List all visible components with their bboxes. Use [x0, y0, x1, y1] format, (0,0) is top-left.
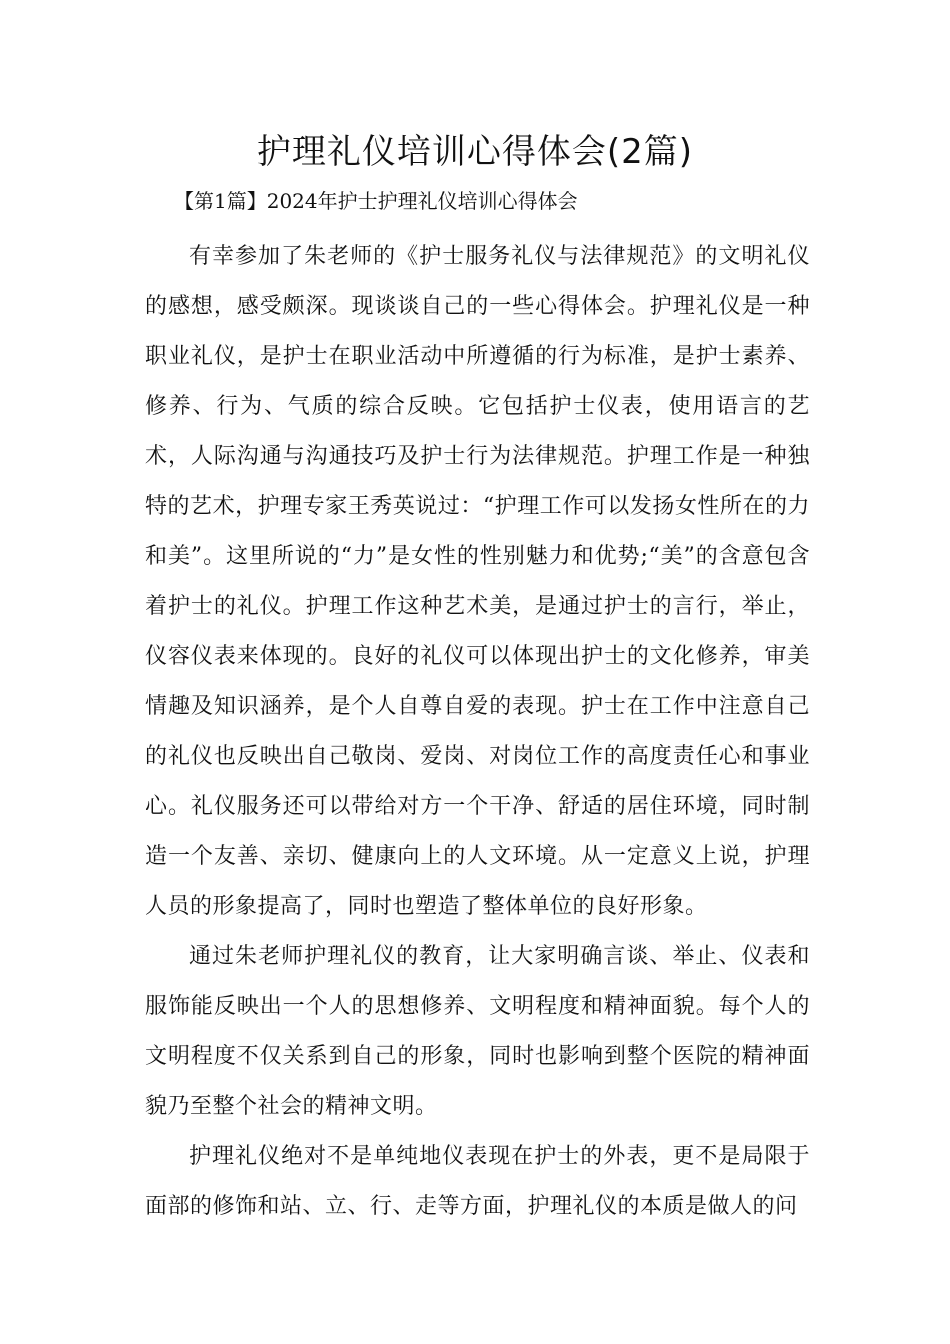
document-title: 护理礼仪培训心得体会(2篇): [256, 132, 694, 172]
section-heading: 【第1篇】2024年护士护理礼仪培训心得体会: [174, 189, 578, 213]
document-body: [145, 232, 810, 1232]
body-paragraph: 护理礼仪绝对不是单纯地仪表现在护士的外表，更不是局限于面部的修饰和站、立、行、走等方面，护理礼仪的本质是做人的问: [145, 1144, 810, 1219]
body-paragraph: 通过朱老师护理礼仪的教育，让大家明确言谈、举止、仪表和服饰能反映出一个人的思想修养、文明程度和精神面貌。每个人的文明程度不仅关系到自己的形象，同时也影响到整个医院的精神面貌乃至整个社会的精神文明。: [145, 944, 810, 1119]
body-paragraph: 有幸参加了朱老师的《护士服务礼仪与法律规范》的文明礼仪的感想，感受颇深。现谈谈自己的一些心得体会。护理礼仪是一种职业礼仪，是护士在职业活动中所遵循的行为标准，是护士素养、修养、行为、气质的综合反映。它包括护士仪表，使用语言的艺术，人际沟通与沟通技巧及护士行为法律规范。护理工作是一种独特的艺术，护理专家王秀英说过：“护理工作可以发扬女性所在的力和美”。这里所说的“力”是女性的性别魅力和优势;“美”的含意包含着护士的礼仪。护理工作这种艺术美，是通过护士的言行，举止，仪容仪表来体现的。良好的礼仪可以体现出护士的文化修养，审美情趣及知识涵养，是个人自尊自爱的表现。护士在工作中注意自己的礼仪也反映出自己敬岗、爱岗、对岗位工作的高度责任心和事业心。礼仪服务还可以带给对方一个干净、舒适的居住环境，同时制造一个友善、亲切、健康向上的人文环境。从一定意义上说，护理人员的形象提高了，同时也塑造了整体单位的良好形象。: [145, 244, 810, 919]
